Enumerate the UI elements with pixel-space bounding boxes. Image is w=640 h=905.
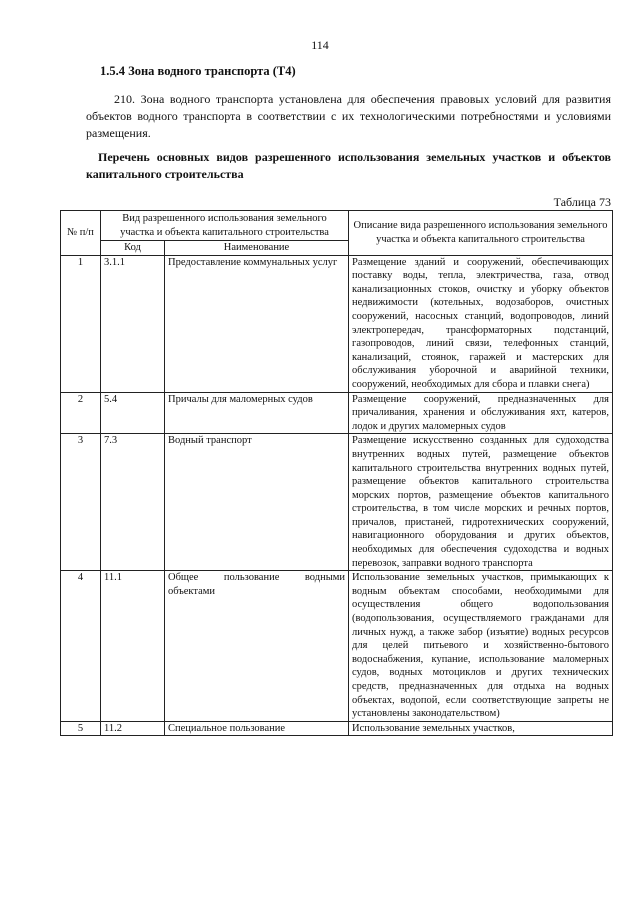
row-code: 11.1: [101, 571, 165, 722]
list-heading: Перечень основных видов разрешенного использования земельных участков и объектов капитального строительства: [86, 150, 611, 181]
row-name: Причалы для маломерных судов: [165, 392, 349, 434]
table-caption: Таблица 73: [553, 195, 611, 209]
row-code: 3.1.1: [101, 255, 165, 392]
header-name: Наименование: [165, 241, 349, 256]
row-num: 1: [61, 255, 101, 392]
row-name: Водный транспорт: [165, 434, 349, 571]
row-code: 11.2: [101, 721, 165, 736]
row-name: Предоставление коммунальных услуг: [165, 255, 349, 392]
row-name: Общее пользование водными объектами: [165, 571, 349, 722]
page-number: 114: [311, 38, 329, 52]
row-num: 2: [61, 392, 101, 434]
header-kind: Вид разрешенного использования земельного участка и объекта капитального строительства: [101, 211, 349, 241]
table-row: [61, 721, 613, 736]
row-name: Специальное пользование: [165, 721, 349, 736]
row-description: Размещение сооружений, предназначенных для причаливания, хранения и обслуживания яхт, катеров, лодок и других маломерных судов: [349, 392, 613, 434]
row-description: Размещение зданий и сооружений, обеспечивающих поставку воды, тепла, электричества, газа, отвод канализационных стоков, очистку и уборку объектов недвижимости (котельных, водозаборов, очистных сооружений, насосных станций, водопроводов, линий электропередач, трансформаторных подстанций, газопроводов, линий связи, телефонных станций, канализаций, стоянок, гаражей и мастерских для обслуживания уборочной и аварийной техники, сооружений, необходимых для сбора и плавки снега): [349, 255, 613, 392]
row-description: Использование земельных участков,: [349, 721, 613, 736]
row-description: Использование земельных участков, примыкающих к водным объектам способами, необходимыми для осуществления общего водопользования (водопользования, осуществляемого гражданами для личных нужд, а также забор (изъятие) водных ресурсов для целей питьевого и хозяйственно-бытового водоснабжения, купание, использование маломерных судов, водных мотоциклов и других технических средств, предназначенных для отдыха на водных объектах, водопой, если соответствующие запреты не установлены законодательством): [349, 571, 613, 722]
header-description: Описание вида разрешенного использования земельного участка и объекта капитального строительства: [349, 211, 613, 256]
intro-paragraph: 210. Зона водного транспорта установлена для обеспечения правовых условий для развития объектов водного транспорта в соответствии с их технологическими потребностями и условиями размещения.: [86, 92, 611, 140]
row-code: 5.4: [101, 392, 165, 434]
table-row: [61, 392, 613, 434]
table-row: [61, 571, 613, 722]
table-row: [61, 434, 613, 571]
section-title: 1.5.4 Зона водного транспорта (Т4): [100, 64, 296, 78]
land-use-table: [60, 210, 613, 736]
header-num: № п/п: [61, 211, 101, 256]
row-num: 5: [61, 721, 101, 736]
row-description: Размещение искусственно созданных для судоходства внутренних водных путей, размещение объектов капитального строительства внутренних водных путей, размещение объектов капитального строительства морских портов, размещение объектов капитального строительства, в том числе морских и речных портов, причалов, пристаней, гидротехнических сооружений, навигационного оборудования и других объектов, необходимых для обеспечения судоходства и водных перевозок, заправки водного транспорта: [349, 434, 613, 571]
header-code: Код: [101, 241, 165, 256]
row-num: 4: [61, 571, 101, 722]
row-num: 3: [61, 434, 101, 571]
table-row: [61, 255, 613, 392]
row-code: 7.3: [101, 434, 165, 571]
